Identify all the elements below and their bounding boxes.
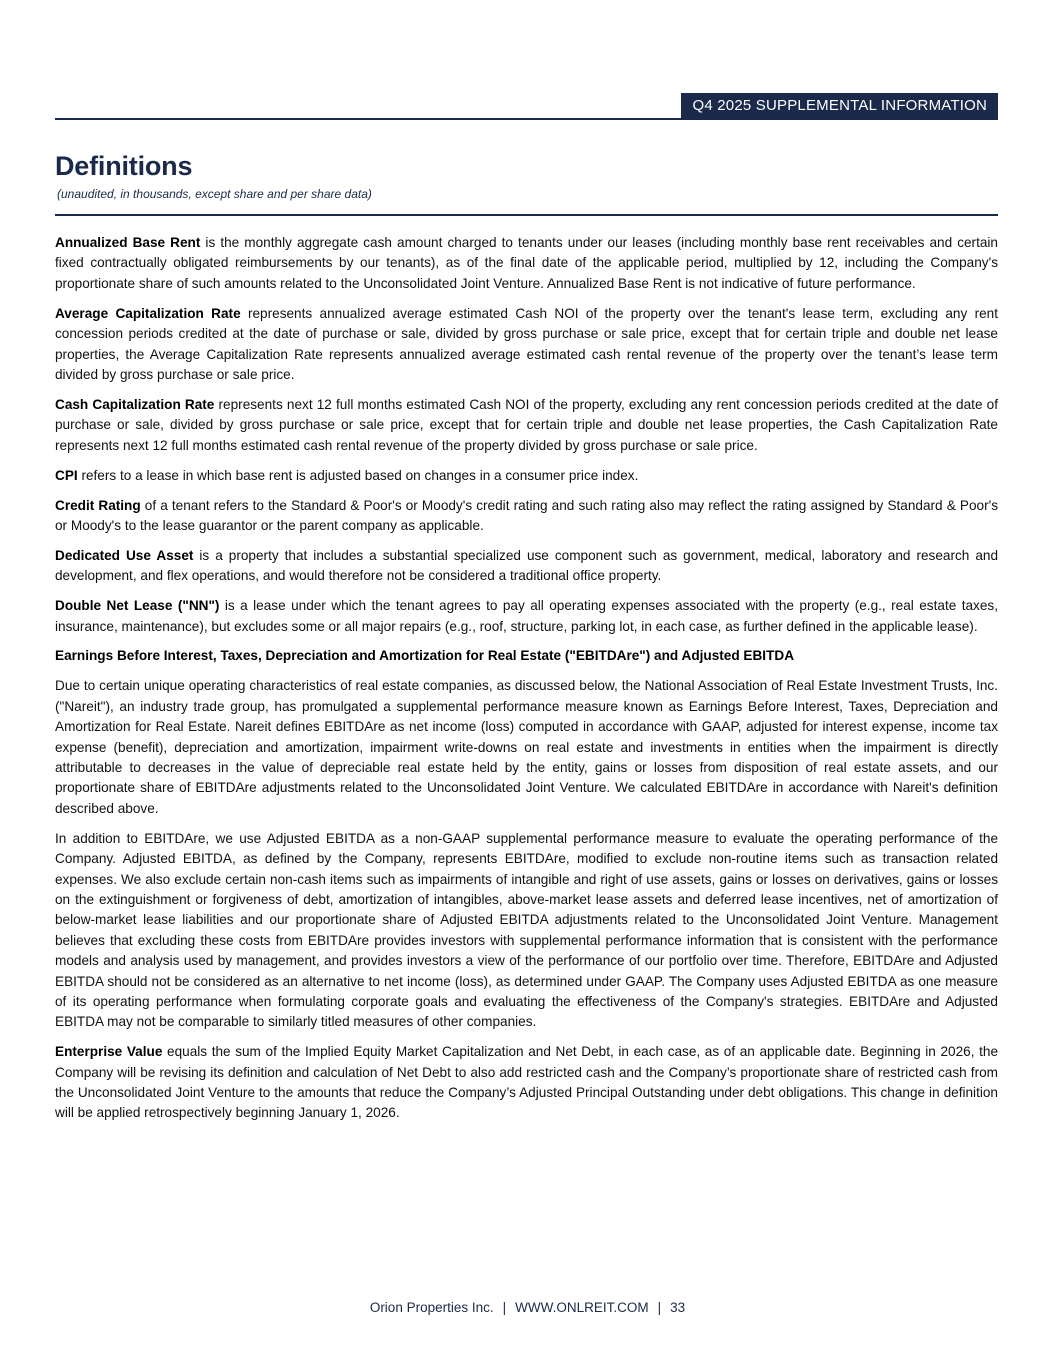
definition-term: Double Net Lease ("NN") xyxy=(55,598,220,614)
definition-ebitdare-heading xyxy=(55,646,998,666)
definition-text: is a lease under which the tenant agrees to pay all operating expenses associated with the property (e.g., real estate taxes, insurance, maintenance), but excludes some or all major repairs (e.g., roof, structure, parking lot, in each case, as further defined in the applicable lease). xyxy=(55,598,998,634)
definition-cash-capitalization-rate xyxy=(55,395,998,456)
definition-text: equals the sum of the Implied Equity Market Capitalization and Net Debt, in each case, as of an applicable date. Beginning in 2026, the Company will be revising its definition and calculation of Net Debt to also add restricted cash and the Company’s proportionate share of restricted cash from the Unconsolidated Joint Venture to the amounts that reduce the Company’s Adjusted Principal Outstanding under debt obligations. This change in definition will be applied retrospectively beginning January 1, 2026. xyxy=(55,1044,998,1121)
definition-text: Due to certain unique operating characteristics of real estate companies, as discussed below, the National Association of Real Estate Investment Trusts, Inc. ("Nareit"), an industry trade group, has promulgated a supplemental performance measure known as Earnings Before Interest, Taxes, Depreciation and Amortization for Real Estate. Nareit defines EBITDAre as net income (loss) computed in accordance with GAAP, adjusted for interest expense, income tax expense (benefit), depreciation and amortization, impairment write-downs on real estate and investments in entities when the impairment is directly attributable to decreases in the value of depreciable real estate held by the entity, gains or losses from disposition of real estate assets, and our proportionate share of EBITDAre adjustments related to the Unconsolidated Joint Venture. We calculated EBITDAre in accordance with Nareit's definition described above. xyxy=(55,678,998,816)
paragraph-ebitdare-nareit xyxy=(55,676,998,819)
definition-term: Earnings Before Interest, Taxes, Depreciation and Amortization for Real Estate ("EBITDAre") and Adjusted EBITDA xyxy=(55,648,795,664)
footer-separator: | xyxy=(657,1300,662,1315)
definition-annualized-base-rent xyxy=(55,233,998,294)
definition-cpi xyxy=(55,466,998,486)
header-badge: Q4 2025 SUPPLEMENTAL INFORMATION xyxy=(681,93,998,118)
definition-double-net-lease xyxy=(55,596,998,637)
definition-term: CPI xyxy=(55,467,78,483)
footer-website: WWW.ONLREIT.COM xyxy=(515,1300,649,1315)
definition-credit-rating xyxy=(55,496,998,537)
footer-company: Orion Properties Inc. xyxy=(369,1300,494,1315)
definition-text: is a property that includes a substantial specialized use component such as government, medical, laboratory and research and development, and flex operations, and would therefore not be considered a traditional office property. xyxy=(55,547,999,584)
definition-term: Dedicated Use Asset xyxy=(55,547,194,563)
page-title: Definitions xyxy=(55,151,193,181)
title-divider xyxy=(55,214,998,216)
definition-term: Cash Capitalization Rate xyxy=(55,396,215,412)
footer-separator: | xyxy=(502,1300,507,1315)
definition-text: represents next 12 full months estimated Cash NOI of the property, excluding any rent concession periods credited at the date of purchase or sale, divided by gross purchase or sale price, except that for certain triple and double net lease properties, the Cash Capitalization Rate represents next 12 full months estimated cash rental revenue of the property divided by gross purchase or sale price. xyxy=(55,396,998,453)
definition-text: In addition to EBITDAre, we use Adjusted EBITDA as a non-GAAP supplemental performance measure to evaluate the operating performance of the Company. Adjusted EBITDA, as defined by the Company, represents EBITDAre, modified to exclude non-routine items such as transaction related expenses. We also exclude certain non-cash items such as impairments of intangible and right of use assets, gains or losses on derivatives, gains or losses on the extinguishment or forgiveness of debt, amortization of intangibles, above-market lease assets and deferred lease incentives, net of amortization of below-market lease liabilities and our proportionate share of Adjusted EBITDA adjustments related to the Unconsolidated Joint Venture. Management believes that excluding these costs from EBITDAre provides investors with supplemental performance information that is consistent with the performance models and analysis used by management, and provides investors a view of the performance of our portfolio over time. Therefore, EBITDAre and Adjusted EBITDA should not be considered as an alternative to net income (loss), as determined under GAAP. The Company uses Adjusted EBITDA as one measure of its operating performance when formulating corporate goals and evaluating the effectiveness of the Company's strategies. EBITDAre and Adjusted EBITDA may not be comparable to similarly titled measures of other companies. xyxy=(55,830,998,1030)
definition-dedicated-use-asset xyxy=(55,546,998,587)
definition-text: refers to a lease in which base rent is adjusted based on changes in a consumer price index. xyxy=(77,467,639,483)
definition-enterprise-value xyxy=(55,1042,998,1124)
definition-term: Average Capitalization Rate xyxy=(55,305,241,321)
page-footer xyxy=(0,1300,1055,1315)
page-subtitle: (unaudited, in thousands, except share and per share data) xyxy=(57,187,372,202)
footer-page-number: 33 xyxy=(670,1300,686,1315)
paragraph-adjusted-ebitda xyxy=(55,829,998,1033)
definition-term: Annualized Base Rent xyxy=(55,235,201,251)
definition-term: Credit Rating xyxy=(55,497,141,513)
definition-term: Enterprise Value xyxy=(55,1044,163,1060)
definition-average-capitalization-rate xyxy=(55,304,998,386)
definition-text: represents annualized average estimated Cash NOI of the property over the tenant's lease term, excluding any rent concession periods credited at the date of purchase or sale, divided by gross purchase or sale price, except that for certain triple and double net lease properties, the Average Capitalization Rate represents annualized average estimated cash rental revenue of the property over the tenant’s lease term divided by gross purchase or sale price. xyxy=(55,305,998,382)
definition-text: of a tenant refers to the Standard & Poor's or Moody's credit rating and such rating also may reflect the rating assigned by Standard & Poor's or Moody's to the lease guarantor or the parent company as applicable. xyxy=(55,497,998,533)
page-header xyxy=(55,93,998,120)
title-block xyxy=(55,151,998,201)
definition-text: is the monthly aggregate cash amount charged to tenants under our leases (including monthly base rent receivables and certain fixed contractually obligated reimbursements by our tenants), as of the final date of the applicable period, multiplied by 12, including the Company's proportionate share of such amounts related to the Unconsolidated Joint Venture. Annualized Base Rent is not indicative of future performance. xyxy=(55,235,998,291)
definitions-body xyxy=(55,233,998,1124)
